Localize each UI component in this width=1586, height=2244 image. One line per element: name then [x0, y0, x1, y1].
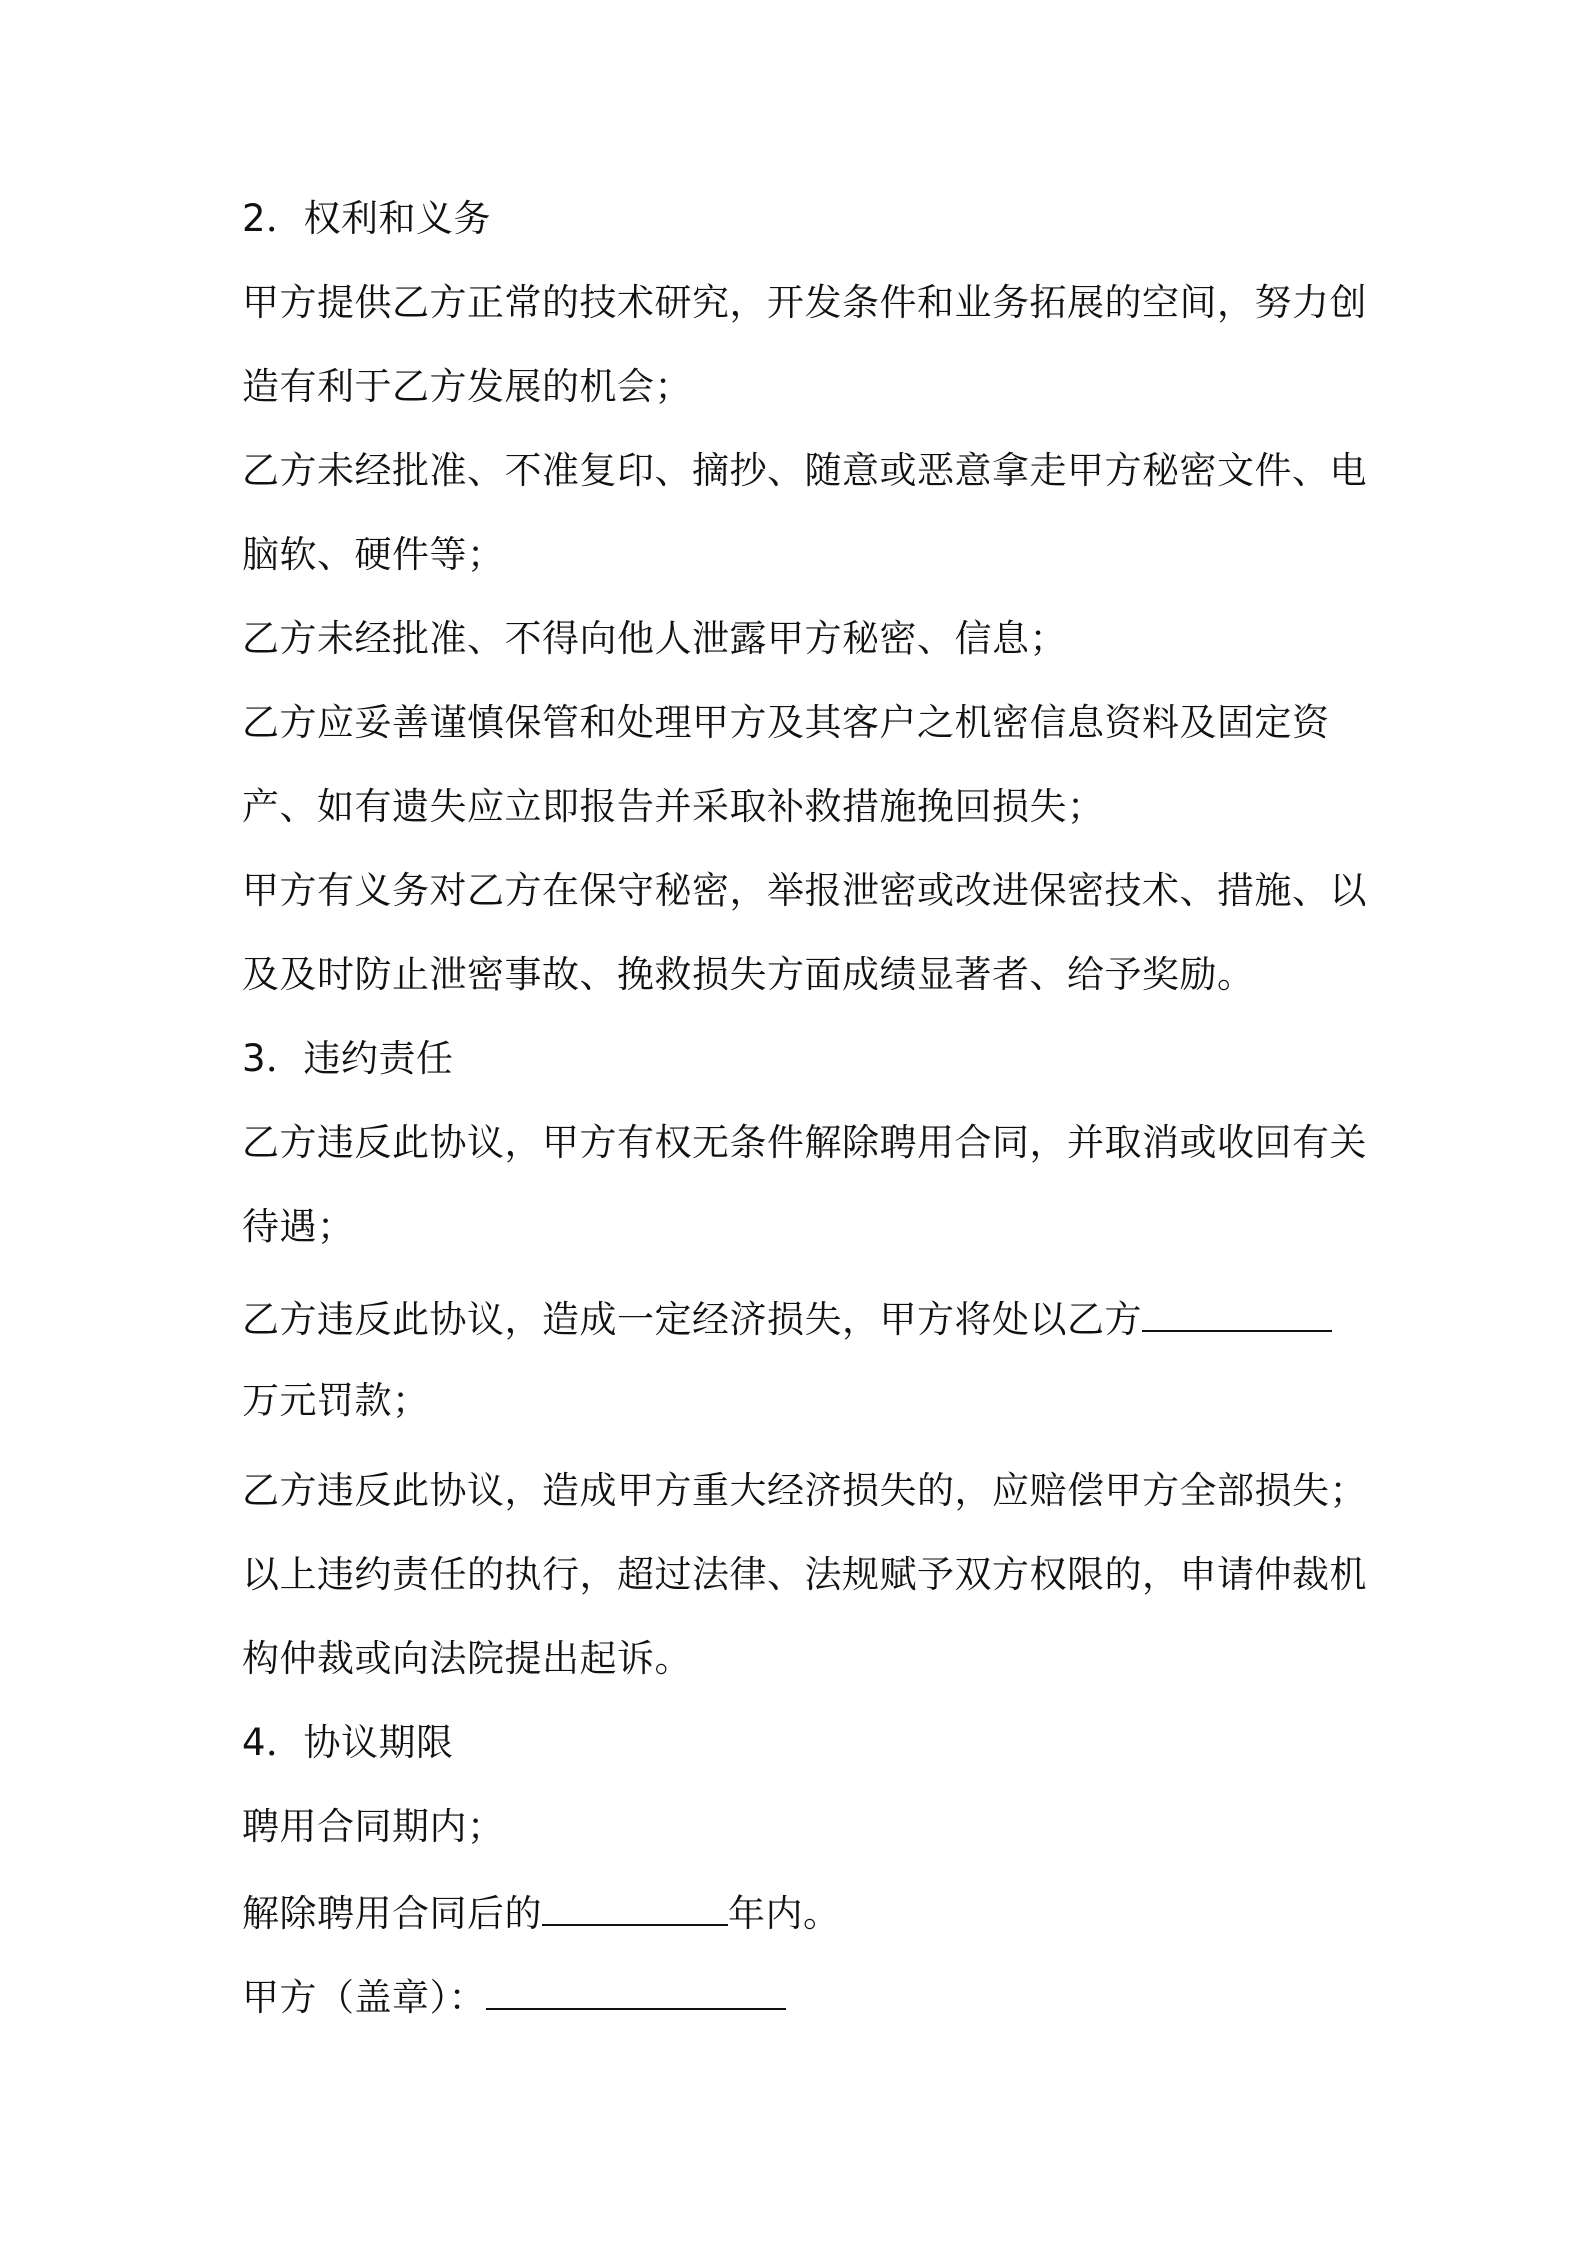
liability-paragraph-2-line-1	[242, 1296, 1362, 1341]
document-body	[242, 197, 1367, 2019]
liability-paragraph-3-line-1: 乙方违反此协议，造成甲方重大经济损失的，应赔偿甲方全部损失；	[242, 1469, 1367, 1512]
rights-paragraph-5-line-1: 甲方有义务对乙方在保守秘密，举报泄密或改进保密技术、措施、以	[242, 869, 1367, 912]
rights-paragraph-4-line-2: 产、如有遗失应立即报告并采取补救措施挽回损失；	[242, 785, 1105, 828]
liability-paragraph-4-line-1: 以上违约责任的执行，超过法律、法规赋予双方权限的，申请仲裁机	[242, 1553, 1367, 1596]
rights-paragraph-2-line-1: 乙方未经批准、不准复印、摘抄、随意或恶意拿走甲方秘密文件、电	[242, 449, 1367, 492]
rights-paragraph-1-line-1: 甲方提供乙方正常的技术研究，开发条件和业务拓展的空间，努力创	[242, 281, 1367, 324]
liability-paragraph-1-line-1: 乙方违反此协议，甲方有权无条件解除聘用合同，并取消或收回有关	[242, 1121, 1367, 1164]
term-paragraph-2-line-1	[242, 1890, 1362, 1935]
term-paragraph-1-line-1: 聘用合同期内；	[242, 1805, 505, 1848]
liability-paragraph-4-line-2: 构仲裁或向法院提出起诉。	[242, 1637, 692, 1680]
rights-paragraph-5-line-2: 及及时防止泄密事故、挽救损失方面成绩显著者、给予奖励。	[242, 953, 1255, 996]
liability-paragraph-2-line-2: 万元罚款；	[242, 1379, 430, 1422]
section-heading-term: 4．协议期限	[242, 1721, 454, 1764]
years-blank[interactable]	[542, 1890, 728, 1926]
liability-paragraph-2-text: 乙方违反此协议，造成一定经济损失，甲方将处以乙方	[242, 1298, 1142, 1341]
rights-paragraph-3-line-1: 乙方未经批准、不得向他人泄露甲方秘密、信息；	[242, 617, 1067, 660]
fine-amount-blank[interactable]	[1142, 1296, 1332, 1332]
section-heading-rights: 2．权利和义务	[242, 197, 492, 240]
term-paragraph-2-after: 年内。	[728, 1892, 841, 1935]
rights-paragraph-4-line-1: 乙方应妥善谨慎保管和处理甲方及其客户之机密信息资料及固定资	[242, 701, 1330, 744]
party-a-seal-label: 甲方（盖章）：	[242, 1976, 486, 2019]
liability-paragraph-1-line-2: 待遇；	[242, 1205, 355, 1248]
rights-paragraph-2-line-2: 脑软、硬件等；	[242, 533, 505, 576]
section-heading-liability: 3．违约责任	[242, 1037, 454, 1080]
term-paragraph-2-before: 解除聘用合同后的	[242, 1892, 542, 1935]
rights-paragraph-1-line-2: 造有利于乙方发展的机会；	[242, 365, 692, 408]
party-a-seal-blank[interactable]	[486, 1974, 786, 2010]
signature-line-party-a	[242, 1974, 1362, 2019]
